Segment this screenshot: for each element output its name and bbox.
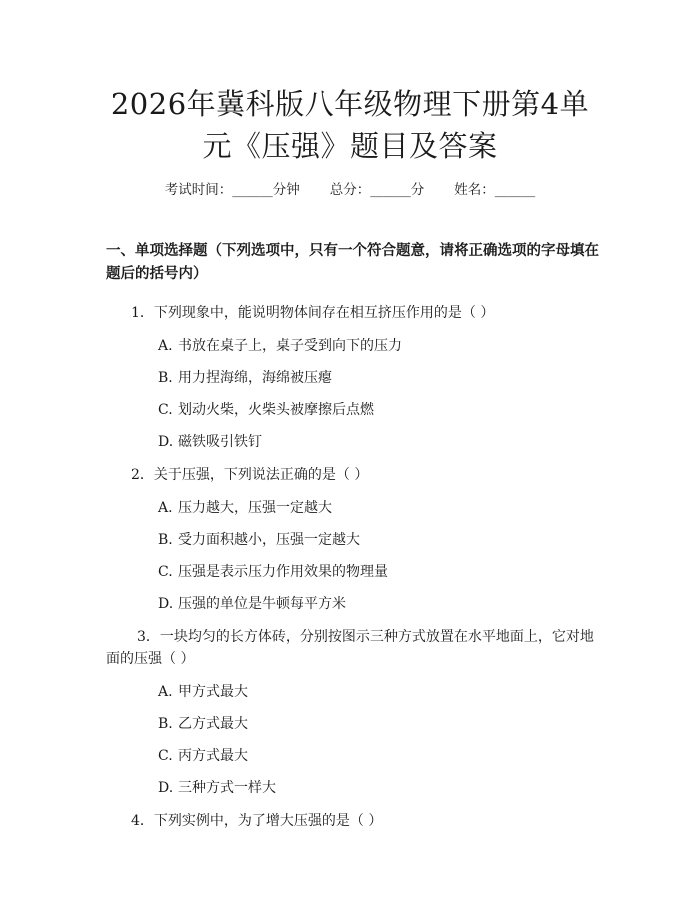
option-text: 书放在桌子上，桌子受到向下的压力 xyxy=(178,338,402,354)
total-score-label: 总分：______分 xyxy=(329,182,425,198)
question-3-options xyxy=(100,682,600,798)
option-text: 磁铁吸引铁钉 xyxy=(178,434,262,450)
option-text: 甲方式最大 xyxy=(178,684,248,700)
exam-time-label: 考试时间：______分钟 xyxy=(164,182,300,198)
option-letter: B. xyxy=(158,716,173,732)
option-text: 压力越大，压强一定越大 xyxy=(178,500,332,516)
question-1 xyxy=(100,302,600,324)
exam-meta xyxy=(100,180,600,200)
question-2 xyxy=(100,464,600,486)
option-text: 划动火柴，火柴头被摩擦后点燃 xyxy=(178,402,374,418)
option-text: 用力捏海绵，海绵被压瘪 xyxy=(178,370,332,386)
document-title: 2026年冀科版八年级物理下册第4单元《压强》题目及答案 xyxy=(110,87,590,163)
question-stem: 2．关于压强，下列说法正确的是（ ） xyxy=(131,467,369,483)
option-text: 压强是表示压力作用效果的物理量 xyxy=(178,564,388,580)
option-text: 受力面积越小，压强一定越大 xyxy=(178,532,360,548)
option-letter: B. xyxy=(158,532,173,548)
option-d xyxy=(100,778,600,798)
option-letter: D. xyxy=(158,780,174,796)
option-letter: A. xyxy=(158,500,173,516)
question-4 xyxy=(100,810,600,832)
section-heading: 一、单项选择题（下列选项中，只有一个符合题意，请将正确选项的字母填在题后的括号内） xyxy=(106,243,599,282)
question-2-options xyxy=(100,498,600,614)
option-letter: D. xyxy=(158,596,174,612)
option-letter: A. xyxy=(158,338,173,354)
option-b xyxy=(100,368,600,388)
option-letter: C. xyxy=(158,564,173,580)
option-d xyxy=(100,594,600,614)
option-c xyxy=(100,746,600,766)
option-c xyxy=(100,400,600,420)
option-a xyxy=(100,336,600,356)
option-text: 三种方式一样大 xyxy=(178,780,276,796)
option-b xyxy=(100,530,600,550)
option-letter: C. xyxy=(158,402,173,418)
option-text: 丙方式最大 xyxy=(178,748,248,764)
student-name-label: 姓名：______ xyxy=(454,182,536,198)
option-b xyxy=(100,714,600,734)
option-a xyxy=(100,498,600,518)
question-1-options xyxy=(100,336,600,452)
option-letter: B. xyxy=(158,370,173,386)
question-stem: 4．下列实例中，为了增大压强的是（ ） xyxy=(131,813,383,829)
question-stem: 3．一块均匀的长方体砖，分别按图示三种方式放置在水平地面上，它对地面的压强（ ） xyxy=(106,629,594,667)
question-3 xyxy=(100,626,600,670)
option-letter: A. xyxy=(158,684,173,700)
option-letter: C. xyxy=(158,748,173,764)
question-stem: 1．下列现象中，能说明物体间存在相互挤压作用的是（ ） xyxy=(131,305,495,321)
option-a xyxy=(100,682,600,702)
option-d xyxy=(100,432,600,452)
option-letter: D. xyxy=(158,434,174,450)
option-c xyxy=(100,562,600,582)
option-text: 压强的单位是牛顿每平方米 xyxy=(178,596,346,612)
option-text: 乙方式最大 xyxy=(178,716,248,732)
